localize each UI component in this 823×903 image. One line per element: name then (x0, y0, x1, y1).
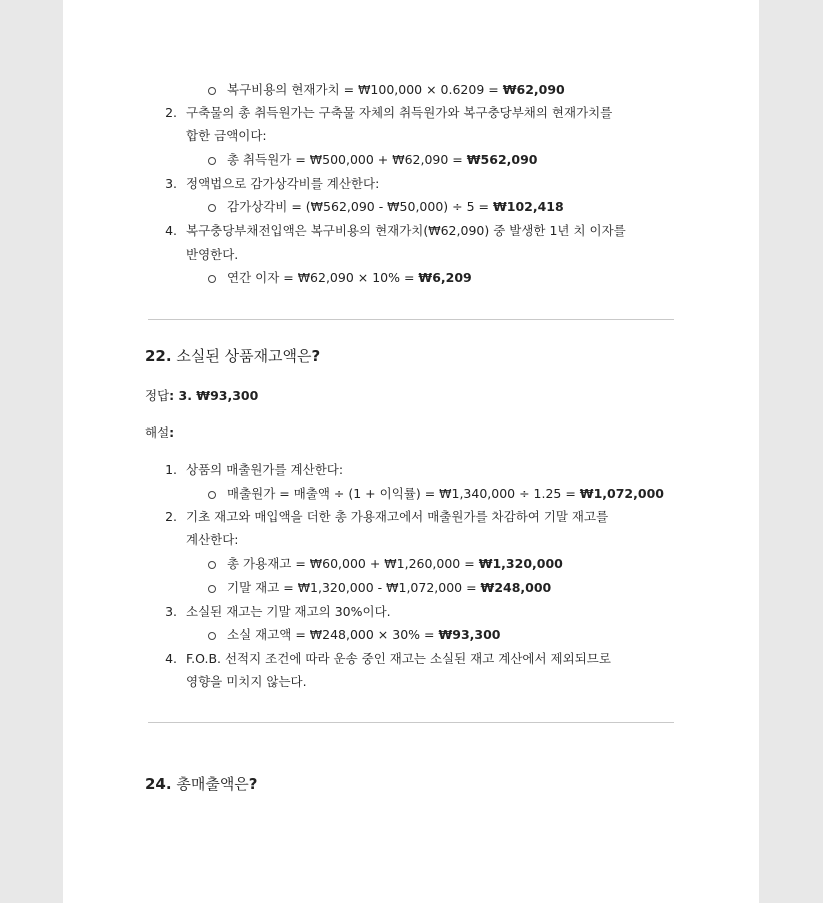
bullet-icon (208, 157, 216, 165)
question-heading: 22. 소실된 상품재고액은? (145, 347, 321, 365)
bullet-icon (208, 585, 216, 593)
bullet-icon (208, 275, 216, 283)
section-divider (148, 722, 674, 723)
section-divider (148, 319, 674, 320)
explanation-label: 해설: (145, 425, 175, 440)
bullet-icon (208, 561, 216, 569)
document-page: 복구비용의 현재가치 = ₩100,000 × 0.6209 = ₩62,090 2. 구축물의 총 취득원가는 구축물 자체의 취득원가와 복구충당부채의 현재가치를 합한 금액이다: 총 취득원가 = ₩500,000 + ₩62,090 = ₩562,090 3. 정액법으로 감가상각비를 계산한다: 감가상각비 = (₩562,090 - ₩50,000) ÷ 5 = ₩102,418 4. 복구충당부채전입액은 복구비용의 현재가치(₩62,090) 중 발생한 1년 치 이자를 반영한다. 연간 이자 = ₩62,090 × 10% = ₩6,209 22. 소실된 상품재고액은? 정답: 3. ₩93,300 해설: 1. 상품의 매출원가를 계산한다: 매출원가 = 매출액 ÷ (1 + 이익률) = ₩1,340,000 ÷ 1.25 = ₩1,072,000 2. 기초 재고와 매입액을 더한 총 가용재고에서 매출원가를 차감하여 기말 재고를 계산한다: 총 가용재고 = ₩60,000 + ₩1,260,000 = ₩1,320,000 기말 재고 = ₩1,320,000 - ₩1,072,000 = ₩248,000 3. 소실된 재고는 기말 재고의 30%이다. 소실 재고액 = ₩248,000 × 30% = ₩93,300 4. F.O.B. 선적지 조건에 따라 운송 중인 재고는 소실된 재고 계산에서 제외되므로 영향을 미치지 않는다. 24. 총매출액은? (63, 0, 759, 903)
answer-line: 정답: 3. ₩93,300 (145, 388, 259, 403)
bullet-icon (208, 632, 216, 640)
question-heading: 24. 총매출액은? (145, 775, 258, 793)
bullet-icon (208, 87, 216, 95)
bullet-icon (208, 491, 216, 499)
bullet-icon (208, 204, 216, 212)
